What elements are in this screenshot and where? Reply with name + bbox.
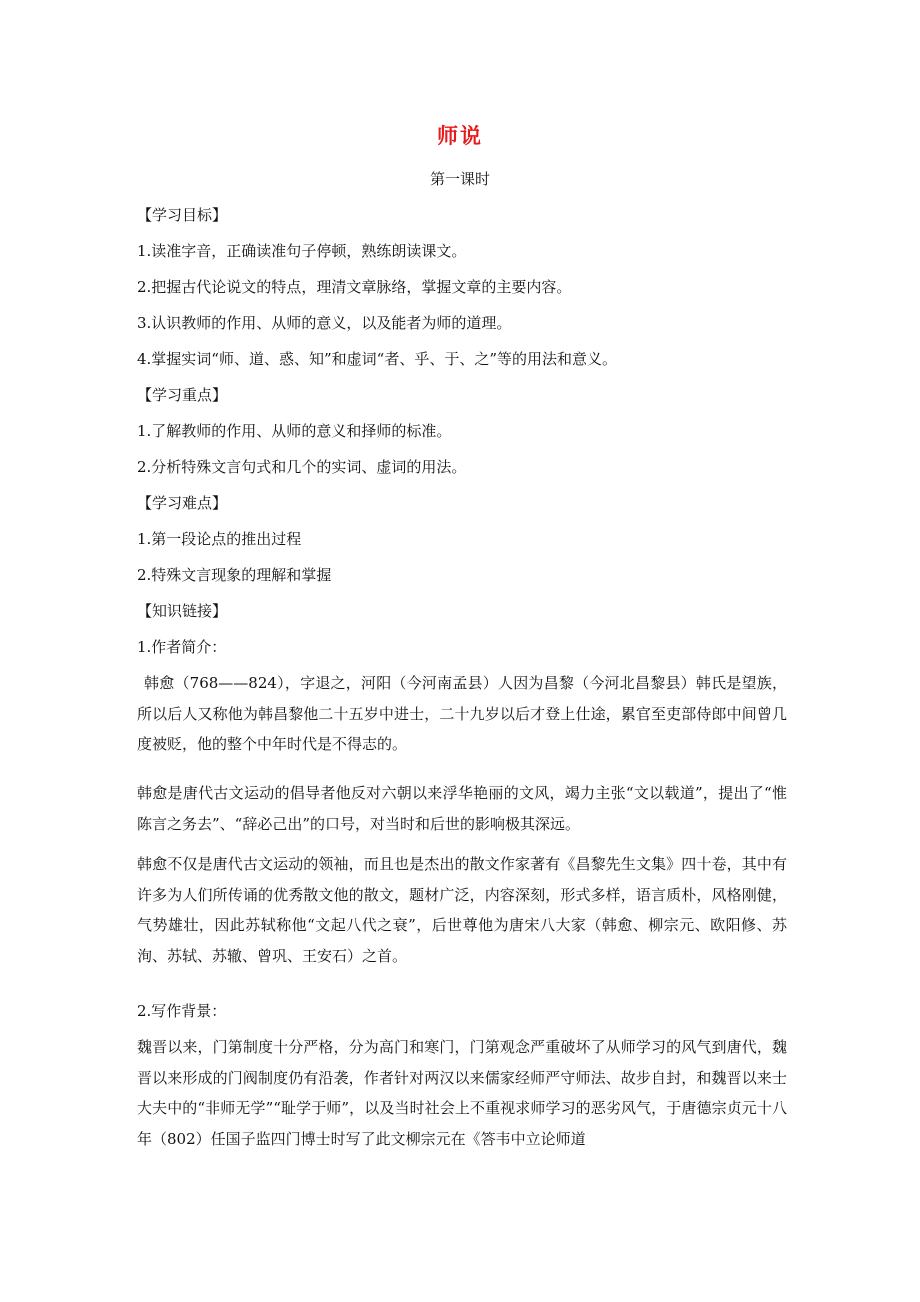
key-item: 1.了解教师的作用、从师的意义和择师的标准。 [137,422,452,440]
author-paragraph: 韩愈（768——824），字退之，河阳（今河南孟县）人因为昌黎（今河北昌黎县）韩氏是望族，所以后人又称他为韩昌黎他二十五岁中进士，二十九岁以后才登上仕途，累官至吏部侍郎中间曾几度被贬，他的整个中年时代是不得志的。 [137,674,787,753]
author-paragraph: 韩愈是唐代古文运动的倡导者他反对六朝以来浮华艳丽的文风，竭力主张“文以载道”，提出了“惟陈言之务去”、“辞必己出”的口号，对当时和后世的影响极其深远。 [137,784,787,833]
author-heading: 1.作者简介： [137,638,227,656]
goal-item: 1.读准字音，正确读准句子停顿，熟练朗读课文。 [137,242,467,260]
section-heading-key: 【学习重点】 [137,386,228,404]
document-title: 师说 [437,123,483,148]
section-heading-goals: 【学习目标】 [137,206,228,224]
background-paragraph: 魏晋以来，门第制度十分严格，分为高门和寒门，门第观念严重破坏了从师学习的风气到唐代，魏晋以来形成的门阀制度仍有沿袭，作者针对两汉以来儒家经师严守师法、故步自封，和魏晋以来士大夫中的“非师无学”“耻学于师”，以及当时社会上不重视求师学习的恶劣风气，于唐德宗贞元十八年（802）任国子监四门博士时写了此文柳宗元在《答韦中立论师道 [137,1038,787,1148]
difficult-item: 1.第一段论点的推出过程 [137,530,302,548]
background-heading: 2.写作背景： [137,1002,227,1020]
document-subtitle: 第一课时 [429,170,490,188]
section-heading-difficult: 【学习难点】 [137,494,228,512]
key-item: 2.分析特殊文言句式和几个的实词、虚词的用法。 [137,458,467,476]
goal-item: 3.认识教师的作用、从师的意义，以及能者为师的道理。 [137,314,512,332]
difficult-item: 2.特殊文言现象的理解和掌握 [137,566,332,584]
section-heading-links: 【知识链接】 [137,602,228,620]
goal-item: 4.掌握实词“师、道、惑、知”和虚词“者、乎、于、之”等的用法和意义。 [137,350,617,368]
goal-item: 2.把握古代论说文的特点，理清文章脉络，掌握文章的主要内容。 [137,278,572,296]
author-paragraph: 韩愈不仅是唐代古文运动的领袖，而且也是杰出的散文作家著有《昌黎先生文集》四十卷，其中有许多为人们所传诵的优秀散文他的散文，题材广泛，内容深刻，形式多样，语言质朴，风格刚健，气势雄壮，因此苏轼称他“文起八代之衰”，后世尊他为唐宋八大家（韩愈、柳宗元、欧阳修、苏洵、苏轼、苏辙、曾巩、王安石）之首。 [137,855,787,965]
